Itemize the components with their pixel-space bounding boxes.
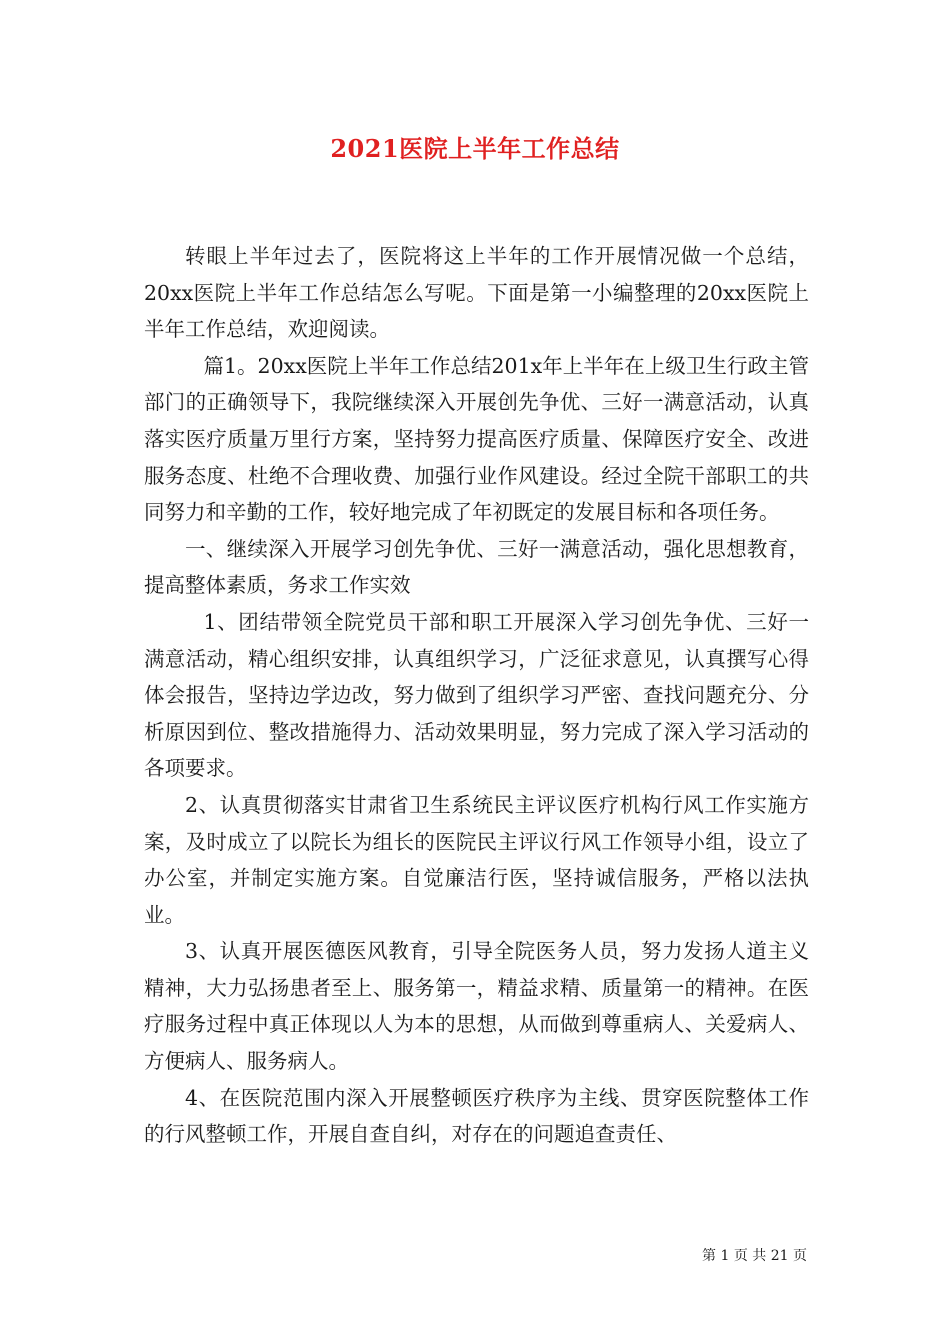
- document-title: 2021医院上半年工作总结: [330, 134, 620, 163]
- paragraph-section-heading: 一、继续深入开展学习创先争优、三好一满意活动，强化思想教育，提高整体素质，务求工作实效: [144, 536, 809, 598]
- paragraph-intro: 转眼上半年过去了，医院将这上半年的工作开展情况做一个总结，20xx医院上半年工作总结怎么写呢。下面是第一小编整理的20xx医院上半年工作总结，欢迎阅读。: [144, 244, 809, 342]
- paragraph-item-1: 1、团结带领全院党员干部和职工开展深入学习创先争优、三好一满意活动，精心组织安排，认真组织学习，广泛征求意见，认真撰写心得体会报告，坚持边学边改，努力做到了组织学习严密、查找问题充分、分析原因到位、整改措施得力、活动效果明显，努力完成了深入学习活动的各项要求。: [144, 609, 809, 781]
- paragraph-item-3: 3、认真开展医德医风教育，引导全院医务人员，努力发扬人道主义精神，大力弘扬患者至上、服务第一，精益求精、质量第一的精神。在医疗服务过程中真正体现以人为本的思想，从而做到尊重病人、关爱病人、方便病人、服务病人。: [144, 939, 809, 1074]
- paragraph-part-1: 篇1。20xx医院上半年工作总结201x年上半年在上级卫生行政主管部门的正确领导下，我院继续深入开展创先争优、三好一满意活动，认真落实医疗质量万里行方案，坚持努力提高医疗质量、保障医疗安全、改进服务态度、杜绝不合理收费、加强行业作风建设。经过全院干部职工的共同努力和辛勤的工作，较好地完成了年初既定的发展目标和各项任务。: [144, 353, 809, 525]
- paragraph-item-4: 4、在医院范围内深入开展整顿医疗秩序为主线、贯穿医院整体工作的行风整顿工作，开展自查自纠，对存在的问题追查责任、: [144, 1085, 809, 1147]
- paragraph-item-2: 2、认真贯彻落实甘肃省卫生系统民主评议医疗机构行风工作实施方案，及时成立了以院长为组长的医院民主评议行风工作领导小组，设立了办公室，并制定实施方案。自觉廉洁行医，坚持诚信服务，严格以法执业。: [144, 792, 809, 927]
- document-body: [144, 238, 809, 1153]
- page-number-footer: 第 1 页 共 21 页: [702, 1248, 807, 1264]
